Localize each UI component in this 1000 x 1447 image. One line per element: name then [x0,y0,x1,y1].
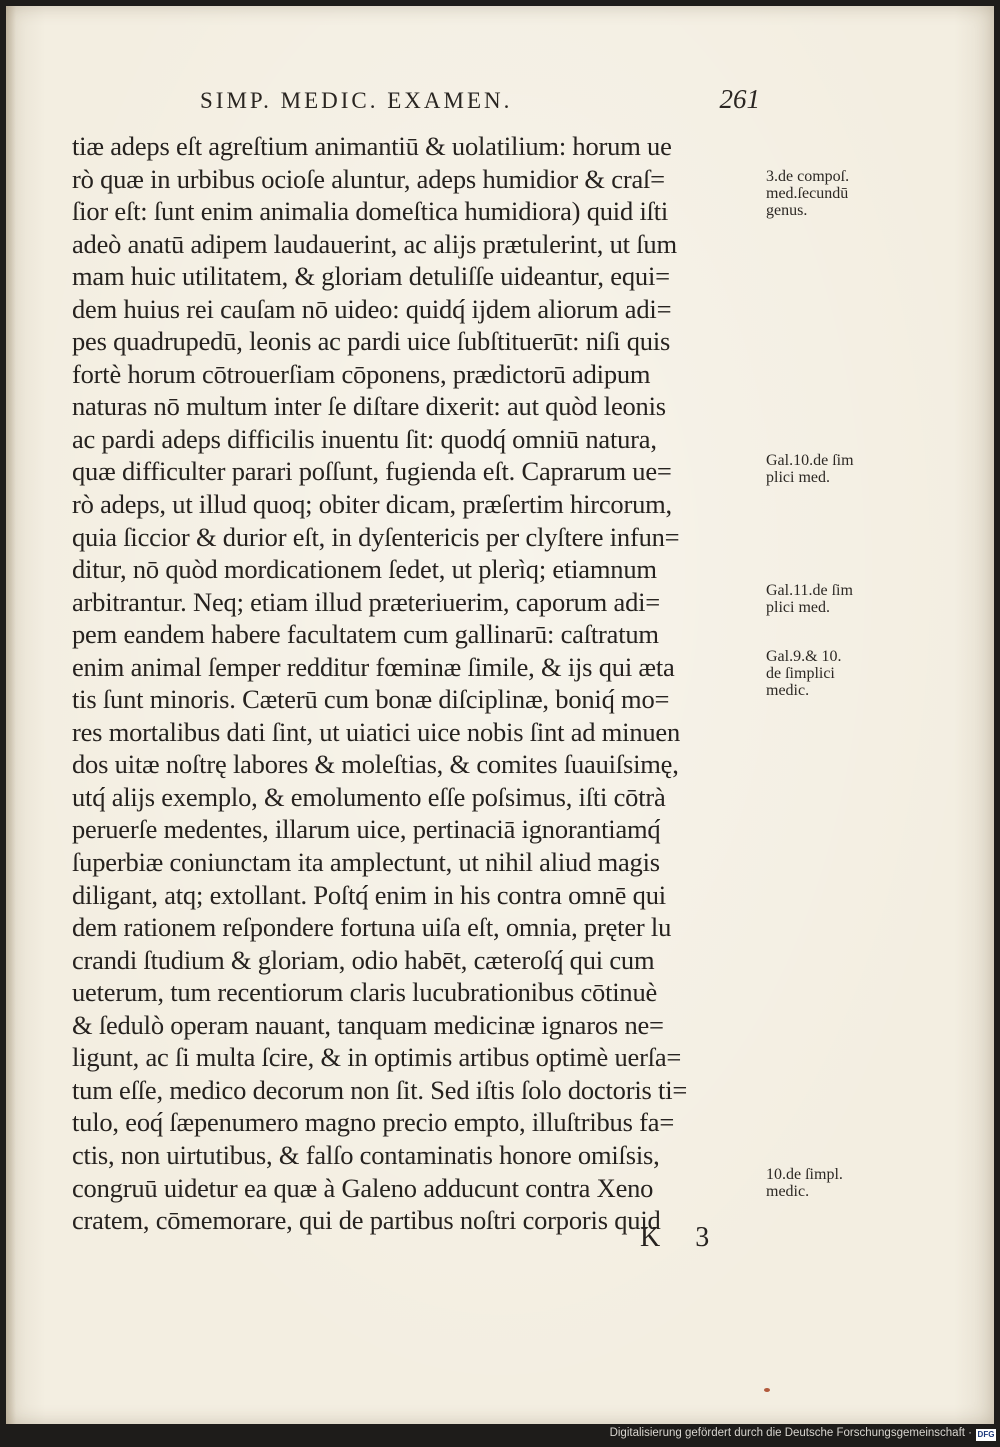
text-line: fortè horum cōtrouerſiam cōponens, prædictorū adipum [72,358,651,389]
margin-note [766,648,906,699]
text-line: cratem, cōmemorare, qui de partibus noſtri corporis quid [72,1205,661,1236]
page-edge-shadow [6,6,16,1424]
margin-note [766,582,906,616]
text-line: diligant, atq; extollant. Poſtq́ enim in his contra omnē qui [72,879,666,910]
dfg-logo: DFG [977,1430,995,1439]
text-line: mam huic utilitatem, & gloriam detuliſſe uideantur, equi= [72,261,670,292]
margin-note [766,1166,906,1200]
margin-note-line: medic. [766,1183,810,1200]
signature-mark: K 3 [640,1222,724,1253]
margin-note-line: medic. [766,682,810,699]
ink-smudge [764,1388,770,1392]
page-header [200,84,760,124]
running-head: SIMP. MEDIC. EXAMEN. [200,88,513,113]
margin-note-line: plici med. [766,599,830,616]
text-line: quæ difficulter parari poſſunt, fugienda eſt. Caprarum ue= [72,456,672,487]
text-line: dem rationem reſpondere fortuna uiſa eſt, omnia, pręter lu [72,912,672,943]
margin-note-line: 3.de compoſ. [766,168,850,185]
page-number: 261 [719,84,760,114]
text-line: tum eſſe, medico decorum non ſit. Sed iſtis ſolo doctoris ti= [72,1074,688,1105]
text-line: res mortalibus dati ſint, ut uiatici uice nobis ſint ad minuen [72,716,681,747]
text-line: ſuperbiæ coniunctam ita amplectunt, ut nihil aliud magis [72,847,660,878]
text-line: tulo, eoq́ ſæpenumero magno precio empto, illuſtribus fa= [72,1107,675,1138]
margin-note-line: plici med. [766,469,830,486]
text-line: ditur, nō quòd mordicationem ſedet, ut plerìq; etiamnum [72,554,657,585]
text-line: ueterum, tum recentiorum claris lucubrationibus cōtinuè [72,977,658,1008]
text-line: dos uitæ noſtrę labores & moleſtias, & comites ſuauiſsimę, [72,749,679,780]
text-line: pem eandem habere facultatem cum gallinarū: caſtratum [72,619,659,650]
text-line: quia ſiccior & durior eſt, in dyſentericis per clyſtere infun= [72,521,680,552]
text-line: congruū uidetur ea quæ à Galeno adducunt contra Xeno [72,1172,654,1203]
margin-note-line: Gal.10.de ſim [766,452,854,469]
text-line: tis ſunt minoris. Cæterū cum bonæ diſciplinæ, boniq́ mo= [72,684,670,715]
text-line: ctis, non uirtutibus, & falſo contaminatis honore omiſsis, [72,1139,660,1170]
text-line: pes quadrupedū, leonis ac pardi uice ſubſtituerūt: niſi quis [72,326,671,357]
main-text-block [72,130,762,1237]
text-line: adeò anatū adipem laudauerint, ac alijs prætulerint, ut ſum [72,228,677,259]
text-line: rò quæ in urbibus ocioſe aluntur, adeps humidior & craſ= [72,163,665,194]
text-line: tiæ adeps eſt agreſtium animantiū & uolatilium: horum ue [72,131,672,161]
funding-credit: Digitalisierung gefördert durch die Deutsche Forschungsgemeinschaft · [609,1427,972,1439]
text-line: dem huius rei cauſam nō uideo: quidq́ ijdem aliorum adi= [72,293,672,324]
text-line: arbitrantur. Neq; etiam illud præteriuerim, caporum adi= [72,586,661,617]
text-line: naturas nō multum inter ſe diſtare dixerit: aut quòd leonis [72,391,666,422]
text-line: peruerſe medentes, illarum uice, pertinaciā ignorantiamq́ [72,814,661,845]
text-line: ligunt, ac ſi multa ſcire, & in optimis artibus optimè uerſa= [72,1042,682,1073]
text-line: enim animal ſemper redditur fœminæ ſimile, & ijs qui æta [72,651,675,682]
margin-note-line: genus. [766,202,808,219]
text-line: & ſedulò operam nauant, tanquam medicinæ ignaros ne= [72,1009,664,1040]
margin-note [766,168,906,219]
margin-note-line: de ſimplici [766,665,835,682]
margin-note-line: med.ſecundū [766,185,849,202]
text-line: utq́ alijs exemplo, & emolumento eſſe poſsimus, iſti cōtrà [72,781,666,812]
margin-note-line: 10.de ſimpl. [766,1166,843,1183]
text-line: ac pardi adeps difficilis inuentu ſit: quodq́ omniū natura, [72,423,657,454]
margin-note-line: Gal.11.de ſim [766,582,853,599]
margin-note [766,452,906,486]
text-line: ſior eſt: ſunt enim animalia domeſtica humidiora) quid iſti [72,196,669,227]
margin-note-line: Gal.9.& 10. [766,648,842,665]
footer-band [0,1424,1000,1447]
text-line: crandi ſtudium & gloriam, odio habēt, cæteroſq́ qui cum [72,944,655,975]
text-line: rò adeps, ut illud quoq; obiter dicam, præſertim hircorum, [72,489,672,520]
